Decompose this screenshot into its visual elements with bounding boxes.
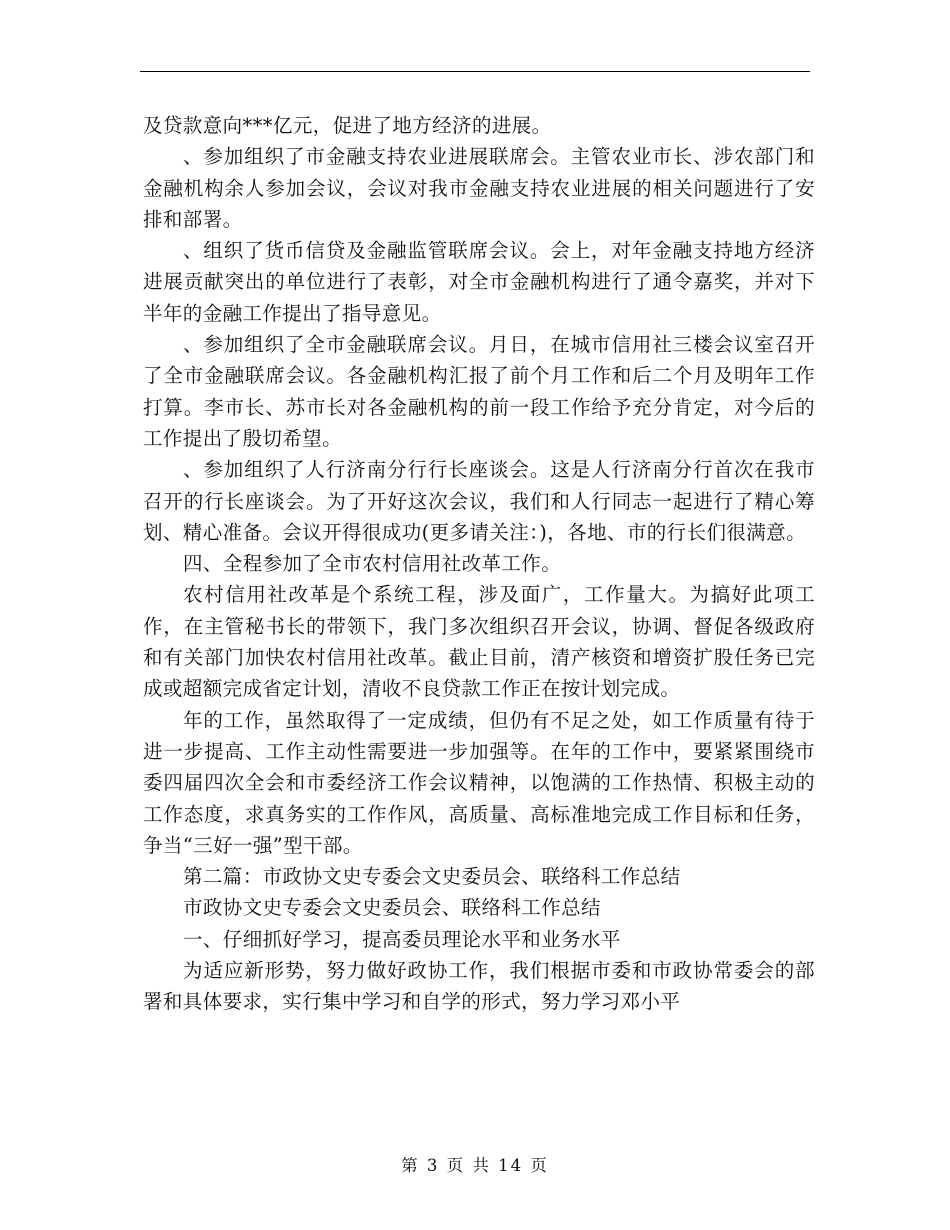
paragraph-3: 、组织了货币信贷及金融监管联席会议。会上，对年金融支持地方经济进展贡献突出的单位进行了表彰，对全市金融机构进行了通令嘉奖，并对下半年的金融工作提出了指导意见。	[143, 239, 815, 325]
document-body	[143, 110, 815, 1018]
section-heading-1: 一、仔细抓好学习，提高委员理论水平和业务水平	[183, 927, 621, 951]
paragraph-2: 、参加组织了市金融支持农业进展联席会。主管农业市长、涉农部门和金融机构余人参加会议，会议对我市金融支持农业进展的相关问题进行了安排和部署。	[143, 145, 815, 231]
paragraph-12: 为适应新形势，努力做好政协工作，我们根据市委和市政协常委会的部署和具体要求，实行集中学习和自学的形式，努力学习邓小平	[143, 959, 815, 1014]
paragraph-1: 及贷款意向***亿元，促进了地方经济的进展。	[143, 114, 552, 137]
paragraph-5: 、参加组织了人行济南分行行长座谈会。这是人行济南分行首次在我市召开的行长座谈会。为了开好这次会议，我们和人行同志一起进行了精心筹划、精心准备。会议开得很成功(更多请关注：)，各地、市的行长们很满意。	[143, 458, 815, 544]
chapter-title: 第二篇：市政协文史专委会文史委员会、联络科工作总结	[183, 865, 681, 889]
paragraph-7: 农村信用社改革是个系统工程，涉及面广，工作量大。为搞好此项工作，在主管秘书长的带领下，我门多次组织召开会议，协调、督促各级政府和有关部门加快农村信用社改革。截止目前，清产核资和增资扩股任务已完成或超额完成省定计划，清收不良贷款工作正在按计划完成。	[143, 583, 815, 701]
paragraph-4: 、参加组织了全市金融联席会议。月日，在城市信用社三楼会议室召开了全市金融联席会议。各金融机构汇报了前个月工作和后二个月及明年工作打算。李市长、苏市长对各金融机构的前一段工作给予充分肯定，对今后的工作提出了殷切希望。	[143, 333, 815, 450]
header-rule	[140, 71, 810, 72]
paragraph-8: 年的工作，虽然取得了一定成绩，但仍有不足之处，如工作质量有待于进一步提高、工作主动性需要进一步加强等。在年的工作中，要紧紧围绕市委四届四次全会和市委经济工作会议精神，以饱满的工作热情、积极主动的工作态度，求真务实的工作作风，高质量、高标准地完成工作目标和任务，争当“三好一强”型干部。	[143, 708, 815, 857]
document-title: 市政协文史专委会文史委员会、联络科工作总结	[183, 896, 601, 920]
page-number-footer: 第 3 页 共 14 页	[401, 1156, 549, 1175]
section-heading-4: 四、全程参加了全市农村信用社改革工作。	[183, 552, 562, 576]
